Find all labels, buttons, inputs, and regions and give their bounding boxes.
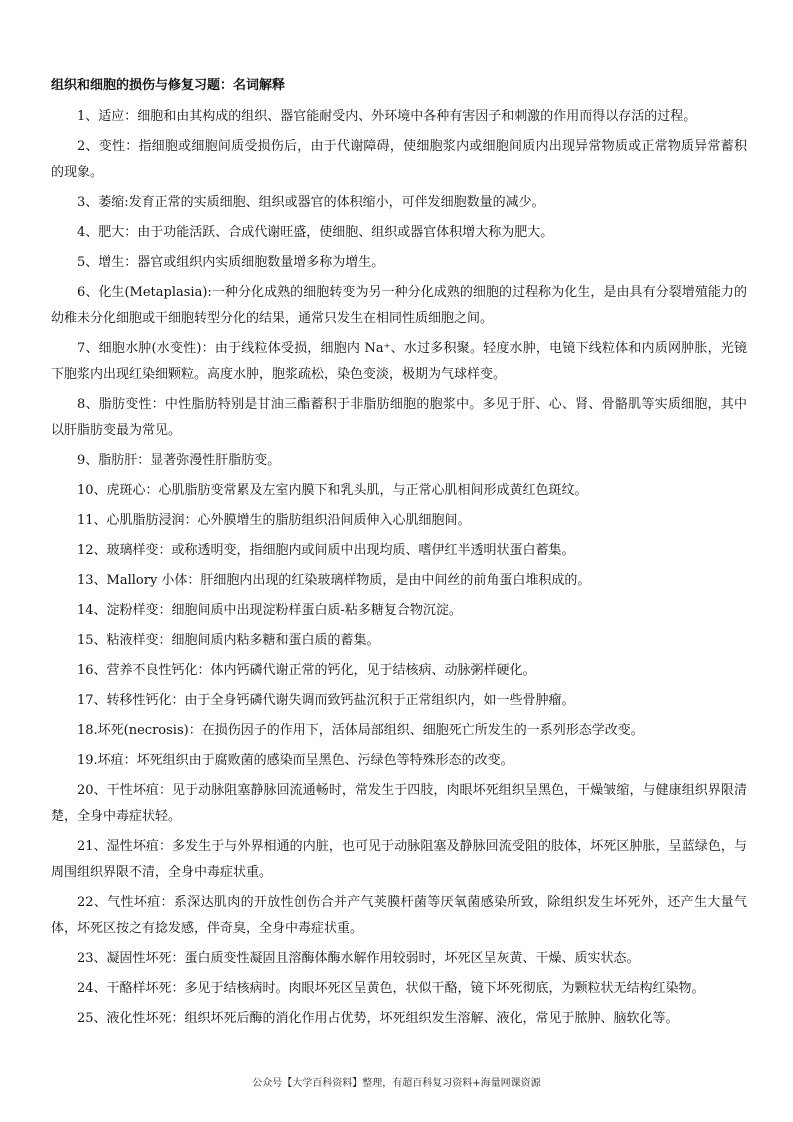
definition-entry-11: 11、心肌脂肪浸润：心外膜增生的脂肪组织沿间质伸入心肌细胞间。: [77, 513, 471, 528]
definition-entry-7: 7、细胞水肿(水变性)：由于线粒体受损，细胞内 Na⁺、水过多积聚。轻度水肿，电镜下线粒体和内质网肿胀，光镜下胞浆内出现红染细颗粒。高度水肿，胞浆疏松，染色变淡，极期为气球样变。: [51, 341, 747, 382]
definition-list: [51, 104, 747, 1036]
definition-entry-19: 19.坏疽：坏死组织由于腐败菌的感染而呈黑色、污绿色等特殊形态的改变。: [77, 753, 514, 768]
definition-entry-20: 20、干性坏疽：见于动脉阻塞静脉回流通畅时，常发生于四肢，肉眼坏死组织呈黑色，干燥皱缩，与健康组织界限清楚，全身中毒症状轻。: [51, 783, 747, 824]
definition-entry-4: 4、肥大：由于功能活跃、合成代谢旺盛，使细胞、组织或器官体积增大称为肥大。: [77, 225, 554, 240]
definition-entry-1: 1、适应：细胞和由其构成的组织、器官能耐受内、外环境中各种有害因子和刺激的作用而得以存活的过程。: [77, 109, 697, 124]
definition-entry-15: 15、粘液样变：细胞间质内粘多糖和蛋白质的蓄集。: [77, 633, 380, 648]
definition-entry-5: 5、增生：器官或组织内实质细胞数量增多称为增生。: [77, 255, 385, 270]
definition-entry-8: 8、脂肪变性：中性脂肪特别是甘油三酯蓄积于非脂肪细胞的胞浆中。多见于肝、心、肾、骨骼肌等实质细胞，其中以肝脂肪变最为常见。: [51, 397, 747, 438]
definition-entry-6: 6、化生(Metaplasia):一种分化成熟的细胞转变为另一种分化成熟的细胞的过程称为化生，是由具有分裂增殖能力的幼稚未分化细胞或干细胞转型分化的结果，通常只发生在相同性质细胞之间。: [51, 285, 747, 326]
definition-entry-18: 18.坏死(necrosis)：在损伤因子的作用下，活体局部组织、细胞死亡所发生的一系列形态学改变。: [77, 723, 644, 738]
definition-entry-21: 21、湿性坏疽：多发生于与外界相通的内脏，也可见于动脉阻塞及静脉回流受阻的肢体，坏死区肿胀，呈蓝绿色，与周围组织界限不清，全身中毒症状重。: [51, 839, 747, 880]
definition-entry-24: 24、干酪样坏死：多见于结核病时。肉眼坏死区呈黄色，状似干酪，镜下坏死彻底，为颗粒状无结构红染物。: [77, 981, 705, 996]
definition-entry-3: 3、萎缩:发育正常的实质细胞、组织或器官的体积缩小，可伴发细胞数量的减少。: [77, 195, 545, 210]
page-footer: 公众号【大学百科资料】整理，有超百科复习资料+海量网课资源: [252, 1078, 541, 1089]
definition-entry-13: 13、Mallory 小体：肝细胞内出现的红染玻璃样物质，是由中间丝的前角蛋白堆积成的。: [77, 573, 591, 588]
definition-entry-25: 25、液化性坏死：组织坏死后酶的消化作用占优势，坏死组织发生溶解、液化，常见于脓肿、脑软化等。: [77, 1011, 679, 1026]
definition-entry-12: 12、玻璃样变：或称透明变，指细胞内或间质中出现均质、嗜伊红半透明状蛋白蓄集。: [77, 543, 575, 558]
definition-entry-14: 14、淀粉样变：细胞间质中出现淀粉样蛋白质-粘多糖复合物沉淀。: [77, 603, 462, 618]
definition-entry-23: 23、凝固性坏死：蛋白质变性凝固且溶酶体酶水解作用较弱时，坏死区呈灰黄、干燥、质实状态。: [77, 951, 640, 966]
definition-entry-22: 22、气性坏疽：系深达肌肉的开放性创伤合并产气荚膜杆菌等厌氧菌感染所致，除组织发生坏死外，还产生大量气体，坏死区按之有捻发感，伴奇臭，全身中毒症状重。: [51, 895, 747, 936]
definition-entry-2: 2、变性：指细胞或细胞间质受损伤后，由于代谢障碍，使细胞浆内或细胞间质内出现异常物质或正常物质异常蓄积的现象。: [51, 139, 747, 180]
definition-entry-10: 10、虎斑心：心肌脂肪变常累及左室内膜下和乳头肌，与正常心肌相间形成黄红色斑纹。: [77, 483, 588, 498]
page-title: 组织和细胞的损伤与修复习题：名词解释: [51, 78, 286, 93]
definition-entry-16: 16、营养不良性钙化：体内钙磷代谢正常的钙化，见于结核病、动脉粥样硬化。: [77, 663, 536, 678]
definition-entry-17: 17、转移性钙化：由于全身钙磷代谢失调而致钙盐沉积于正常组织内，如一些骨肿瘤。: [77, 693, 575, 708]
definition-entry-9: 9、脂肪肝：显著弥漫性肝脂肪变。: [77, 453, 281, 468]
